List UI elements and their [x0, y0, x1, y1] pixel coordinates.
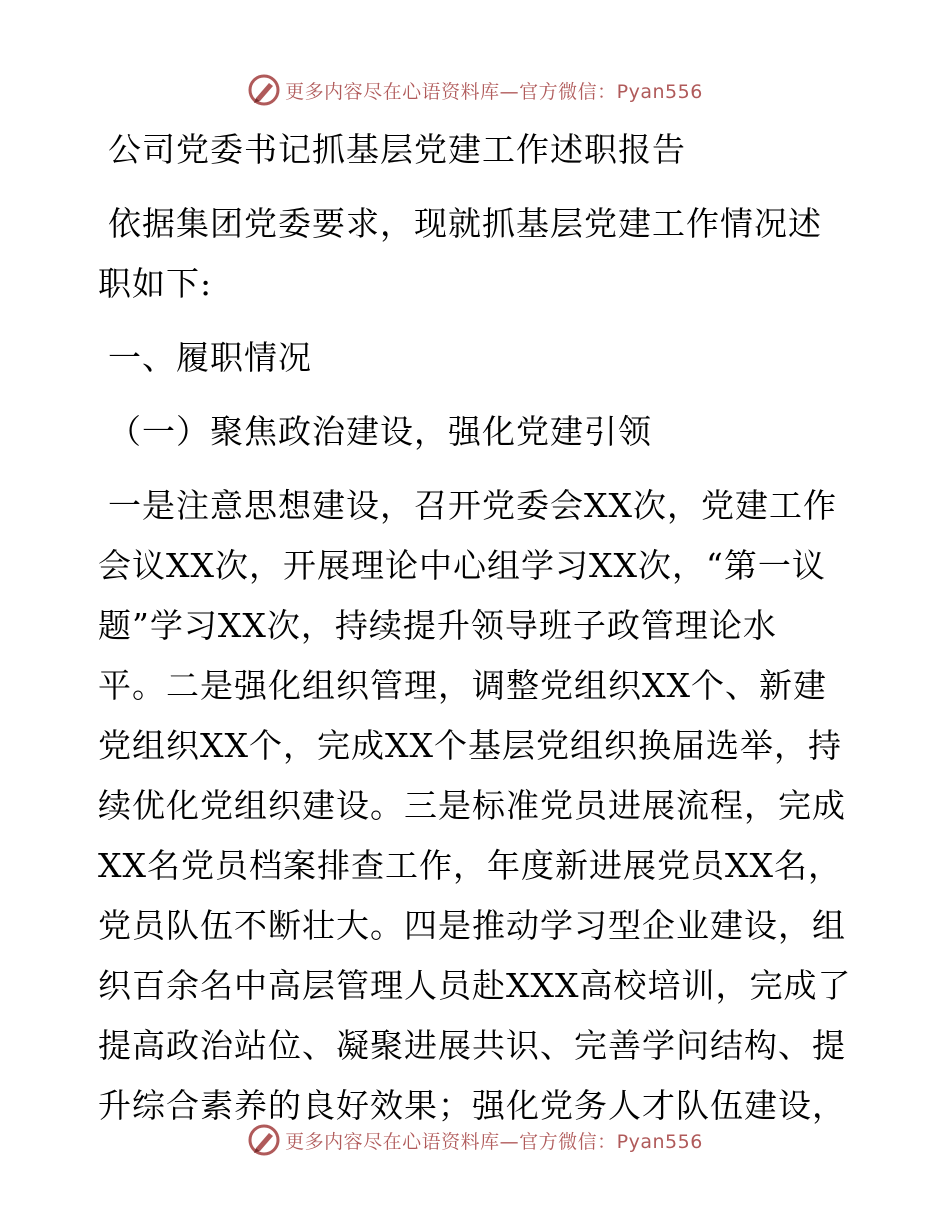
pen-logo-icon [247, 73, 281, 107]
body-line: 升综合素养的良好效果；强化党务人才队伍建设， [98, 1086, 846, 1125]
body-line: 会议XX次，开展理论中心组学习XX次，“第一议 [98, 546, 826, 585]
intro-line-1: 依据集团党委要求，现就抓基层党建工作情况述 [108, 204, 822, 243]
body-line: 织百余名中高层管理人员赴XXX高校培训，完成了 [98, 966, 852, 1005]
document-title: 公司党委书记抓基层党建工作述职报告 [108, 130, 686, 169]
pen-logo-icon [247, 1123, 281, 1157]
watermark-top [0, 70, 950, 110]
watermark-text: 更多内容尽在心语资料库—官方微信：Pyan556 [285, 80, 703, 103]
section-heading: 一、履职情况 [108, 338, 312, 377]
body-line: XX名党员档案排查工作，年度新进展党员XX名， [98, 846, 842, 885]
body-line: 提高政治站位、凝聚进展共识、完善学问结构、提 [98, 1026, 846, 1065]
body-line: 一是注意思想建设，召开党委会XX次，党建工作 [108, 486, 837, 525]
watermark-bottom [0, 1120, 950, 1160]
body-line: 平。二是强化组织管理，调整党组织XX个、新建 [98, 666, 827, 705]
intro-line-2: 职如下: [98, 264, 213, 303]
body-line: 党组织XX个，完成XX个基层党组织换届选举，持 [98, 726, 842, 765]
subsection-heading: （一）聚焦政治建设，强化党建引领 [108, 412, 652, 451]
body-line: 党员队伍不断壮大。四是推动学习型企业建设，组 [98, 906, 846, 945]
body-line: 续优化党组织建设。三是标准党员进展流程，完成 [98, 786, 846, 825]
body-line: 题”学习XX次，持续提升领导班子政管理论水 [98, 606, 777, 645]
watermark-text: 更多内容尽在心语资料库—官方微信：Pyan556 [285, 1130, 703, 1153]
document-body [98, 120, 858, 1136]
